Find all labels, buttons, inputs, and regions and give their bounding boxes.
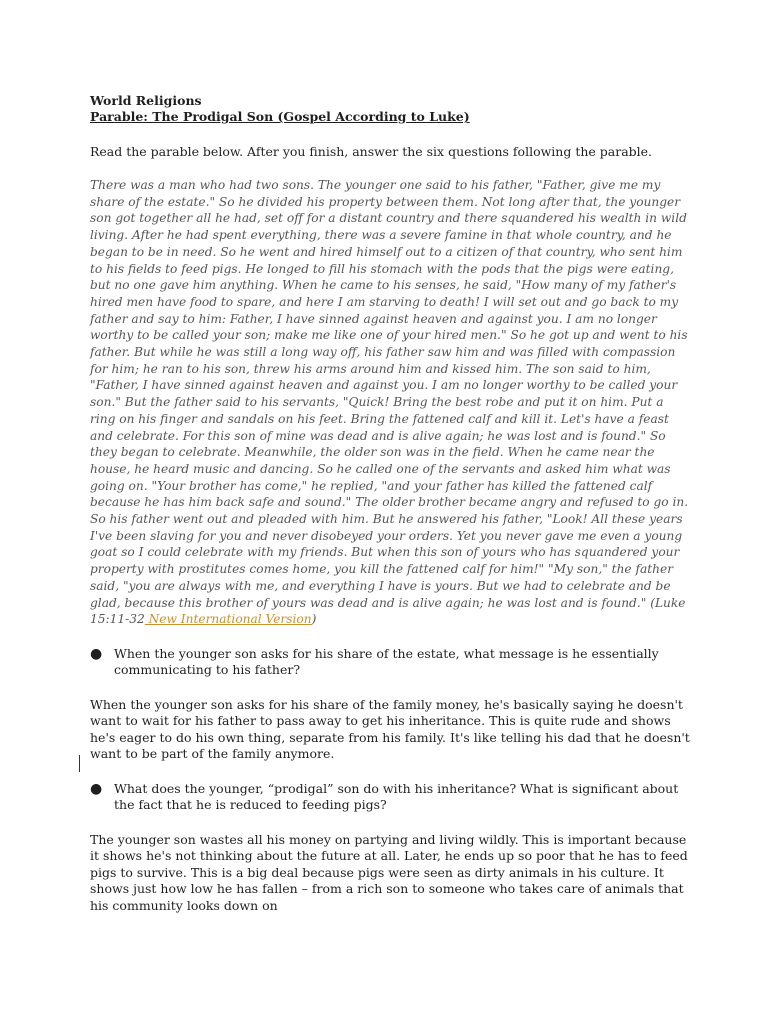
text-cursor: [79, 755, 80, 772]
document-title: Parable: The Prodigal Son (Gospel According to Luke): [90, 109, 470, 124]
parable-body: There was a man who had two sons. The younger one said to his father, "Father, give me my share of the estate." So he divided his property between them. Not long after that, the younger son got together all he had, set off for a distant country and there squandered his wealth in wild living. After he had spent everything, there was a severe famine in that whole country, and he began to be in need. So he went and hired himself out to a citizen of that country, who sent him to his fields to feed pigs. He longed to fill his stomach with the pods that the pigs were eating, but no one gave him anything. When he came to his senses, he said, "How many of my father's hired men have food to spare, and here I am starving to death! I will set out and go back to my father and say to him: Father, I have sinned against heaven and against you. I am no longer worthy to be called your son; make me like one of your hired men." So he got up and went to his father. But while he was still a long way off, his father saw him and was filled with compassion for him; he ran to his son, threw his arms around him and kissed him. The son said to him, "Father, I have sinned against heaven and against you. I am no longer worthy to be called your son." But the father said to his servants, "Quick! Bring the best robe and put it on him. Put a ring on his finger and sandals on his feet. Bring the fattened calf and kill it. Let's have a feast and celebrate. For this son of mine was dead and is alive again; he was lost and is found." So they began to celebrate. Meanwhile, the older son was in the field. When he came near the house, he heard music and dancing. So he called one of the servants and asked him what was going on. "Your brother has come," he replied, "and your father has killed the fattened calf because he has him back safe and sound." The older brother became angry and refused to go in. So his father went out and pleaded with him. But he answered his father, "Look! All these years I've been slaving for you and never disobeyed your orders. Yet you never gave me even a young goat so I could celebrate with my friends. But when this son of yours who has squandered your property with prostitutes comes home, you kill the fattened calf for him!" "My son," the father said, "you are always with me, and everything I have is yours. But we had to celebrate and be glad, because this brother of yours was dead and is alive again; he was lost and is found." (Luke 15:11-32: [90, 178, 689, 627]
instructions-text: Read the parable below. After you finish, answer the six questions following the parable.: [90, 144, 653, 159]
parable-text[interactable]: [90, 177, 690, 628]
bullet-icon: ●: [90, 645, 103, 662]
course-name: World Religions: [90, 93, 202, 108]
answer-1[interactable]: When the younger son asks for his share of the family money, he's basically saying he doesn't want to wait for his father to pass away to get his inheritance. This is quite rude and shows he's eager to do his own thing, separate from his family. It's like telling his dad that he doesn't want to be part of the family anymore.: [90, 696, 690, 762]
question-1: [90, 646, 690, 679]
question-2: [90, 781, 690, 814]
document-page: [90, 93, 690, 914]
question-2-text: What does the younger, “prodigal” son do with his inheritance? What is significant about the fact that he is reduced to feeding pigs?: [114, 780, 679, 813]
niv-link[interactable]: New International Version: [144, 612, 312, 627]
parable-closing: ): [311, 612, 317, 627]
answer-2[interactable]: The younger son wastes all his money on partying and living wildly. This is important because it shows he's not thinking about the future at all. Later, he ends up so poor that he has to feed pigs to survive. This is a big deal because pigs were seen as dirty animals in his culture. It shows just how low he has fallen – from a rich son to someone who takes care of animals that his community looks down on: [90, 831, 688, 913]
question-1-text: When the younger son asks for his share of the estate, what message is he essentially communicating to his father?: [114, 645, 659, 678]
bullet-icon: ●: [90, 780, 103, 797]
